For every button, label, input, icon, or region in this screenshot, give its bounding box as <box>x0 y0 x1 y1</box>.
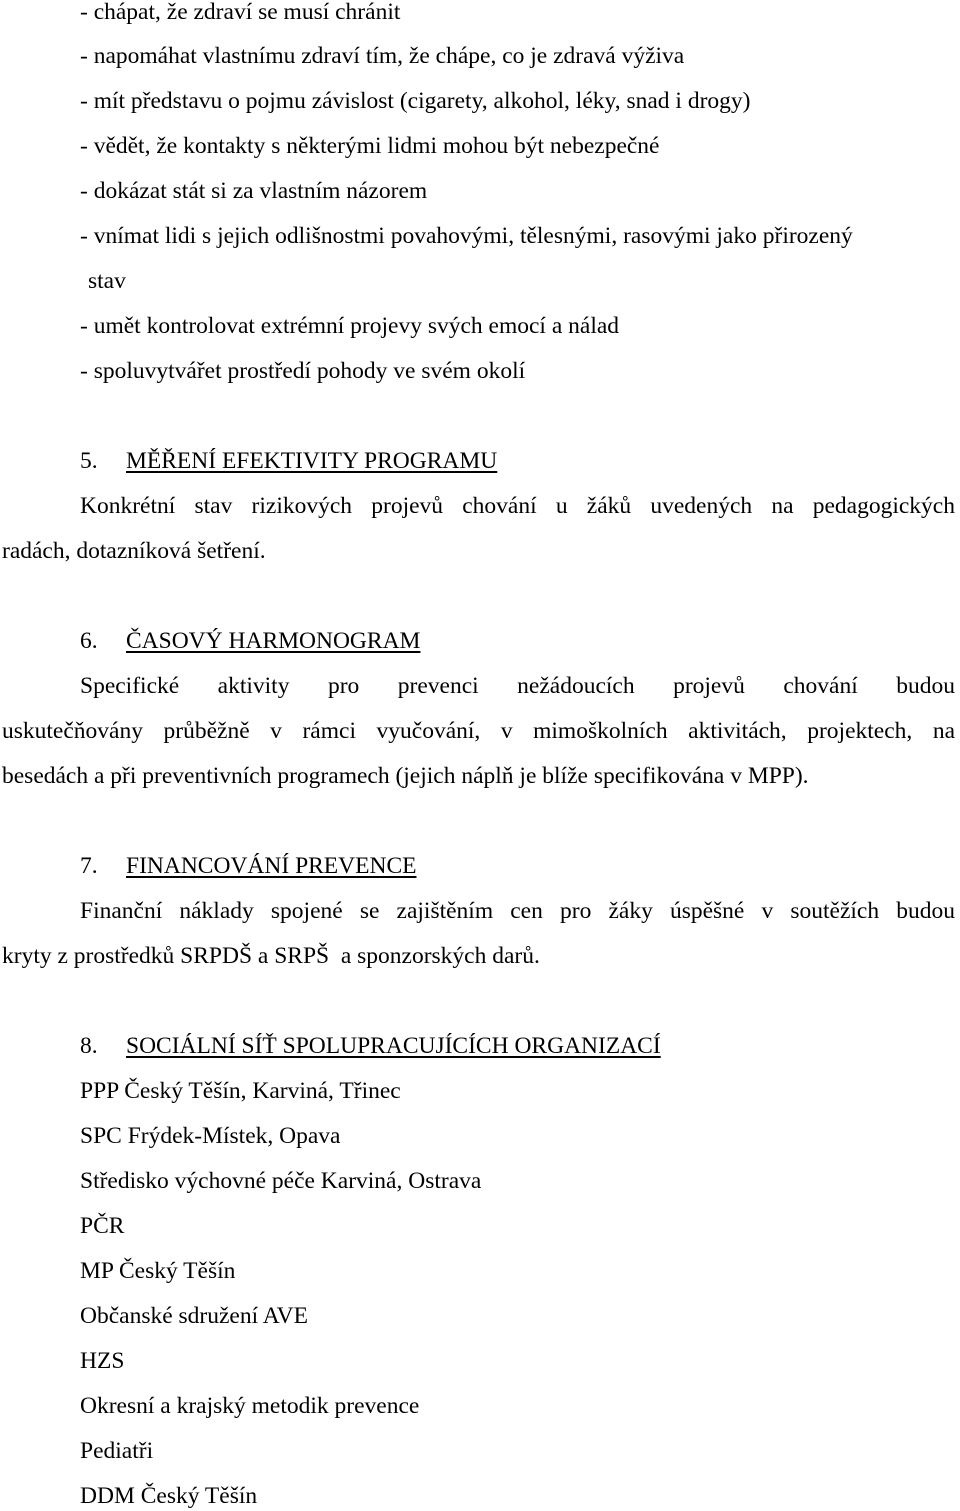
section-5-paragraph-line: radách, dotazníková šetření. <box>2 538 266 564</box>
section-6-heading <box>80 627 420 655</box>
section-title: ČASOVÝ HARMONOGRAM <box>126 628 421 654</box>
organization-item: HZS <box>80 1348 125 1374</box>
bullet-item: - mít představu o pojmu závislost (cigarety, alkohol, léky, snad i drogy) <box>80 88 751 114</box>
section-6-paragraph-line: uskutečňovány průběžně v rámci vyučování, v mimoškolních aktivitách, projektech, na <box>2 718 955 744</box>
bullet-item: - vnímat lidi s jejich odlišnostmi povahovými, tělesnými, rasovými jako přirozený <box>80 223 853 249</box>
section-8-heading <box>80 1032 661 1060</box>
section-number: 7. <box>80 853 98 879</box>
bullet-item-continuation: stav <box>88 268 126 294</box>
section-number: 6. <box>80 628 98 654</box>
section-title: FINANCOVÁNÍ PREVENCE <box>126 853 417 879</box>
section-7-heading <box>80 852 417 880</box>
organization-item: SPC Frýdek-Místek, Opava <box>80 1123 341 1149</box>
bullet-item: - chápat, že zdraví se musí chránit <box>80 0 401 25</box>
organization-item: Středisko výchovné péče Karviná, Ostrava <box>80 1168 482 1194</box>
organization-item: Občanské sdružení AVE <box>80 1303 308 1329</box>
section-title: MĚŘENÍ EFEKTIVITY PROGRAMU <box>126 448 498 474</box>
organization-item: DDM Český Těšín <box>80 1483 258 1509</box>
section-7-paragraph-line: Finanční náklady spojené se zajištěním cen pro žáky úspěšné v soutěžích budou <box>80 898 955 924</box>
bullet-item: - vědět, že kontakty s některými lidmi mohou být nebezpečné <box>80 133 660 159</box>
organization-item: PPP Český Těšín, Karviná, Třinec <box>80 1078 401 1104</box>
bullet-item: - napomáhat vlastnímu zdraví tím, že chápe, co je zdravá výživa <box>80 43 685 69</box>
section-5-paragraph-line: Konkrétní stav rizikových projevů chování u žáků uvedených na pedagogických <box>80 493 955 519</box>
section-5-heading <box>80 447 497 475</box>
organization-item: MP Český Těšín <box>80 1258 236 1284</box>
section-7-paragraph-line: kryty z prostředků SRPDŠ a SRPŠ a sponzorských darů. <box>2 943 540 969</box>
section-number: 5. <box>80 448 98 474</box>
bullet-item: - umět kontrolovat extrémní projevy svých emocí a nálad <box>80 313 620 339</box>
section-6-paragraph-line: besedách a při preventivních programech (jejich náplň je blíže specifikována v MPP). <box>2 763 809 789</box>
section-number: 8. <box>80 1033 98 1059</box>
organization-item: PČR <box>80 1213 125 1239</box>
bullet-item: - spoluvytvářet prostředí pohody ve svém okolí <box>80 358 526 384</box>
bullet-item: - dokázat stát si za vlastním názorem <box>80 178 428 204</box>
section-title: SOCIÁLNÍ SÍŤ SPOLUPRACUJÍCÍCH ORGANIZACÍ <box>126 1033 661 1059</box>
organization-item: Okresní a krajský metodik prevence <box>80 1393 420 1419</box>
section-6-paragraph-line: Specifické aktivity pro prevenci nežádoucích projevů chování budou <box>80 673 955 699</box>
organization-item: Pediatři <box>80 1438 154 1464</box>
